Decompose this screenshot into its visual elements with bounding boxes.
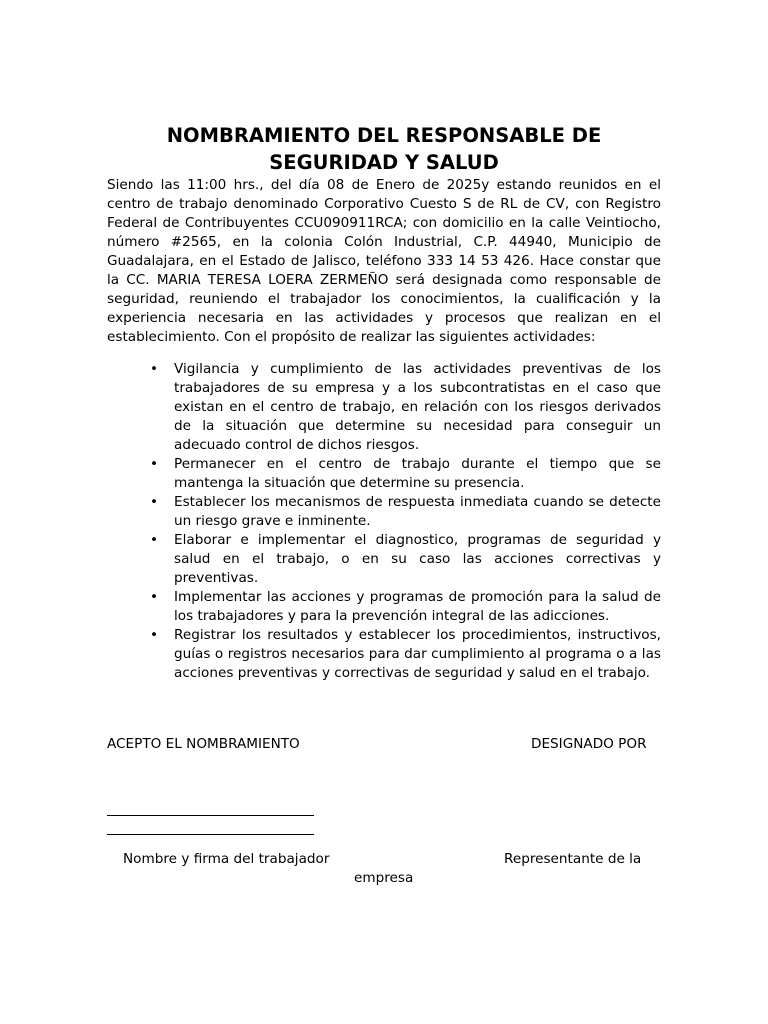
worker-signature-caption: Nombre y firma del trabajador: [123, 851, 330, 867]
bullet-icon: •: [150, 361, 159, 377]
list-item: [107, 626, 661, 683]
document-title: NOMBRAMIENTO DEL RESPONSABLE DE SEGURIDAD Y SALUD: [166, 124, 602, 174]
activity-text: Elaborar e implementar el diagnostico, programas de seguridad y salud en el trabajo, o en su caso las acciones correctivas y preventivas.: [174, 532, 661, 586]
activity-text: Implementar las acciones y programas de promoción para la salud de los trabajadores y para la prevención integral de las adicciones.: [174, 589, 661, 624]
list-item: [107, 360, 661, 455]
bullet-icon: •: [150, 589, 159, 605]
bullet-icon: •: [150, 627, 159, 643]
signature-line-upper: [107, 815, 314, 816]
intro-paragraph: Siendo las 11:00 hrs., del día 08 de Enero de 2025y estando reunidos en el centro de trabajo denominado Corporativo Cuesto S de RL de CV, con Registro Federal de Contribuyentes CCU090911RCA; con domicilio en la calle Veintiocho, número #2565, en la colonia Colón Industrial, C.P. 44940, Municipio de Guadalajara, en el Estado de Jalisco, teléfono 333 14 53 426. Hace constar que la CC. MARIA TERESA LOERA ZERMEÑO será designada como responsable de seguridad, reuniendo el trabajador los conocimientos, la cualificación y la experiencia necesaria en las actividades y procesos que realizan en el establecimiento. Con el propósito de realizar las siguientes actividades:: [107, 177, 661, 345]
list-item: [107, 493, 661, 531]
signature-line-lower: [107, 834, 314, 835]
company-caption-continued: empresa: [354, 870, 414, 886]
accept-label: ACEPTO EL NOMBRAMIENTO: [107, 736, 300, 752]
activity-text: Vigilancia y cumplimiento de las actividades preventivas de los trabajadores de su empresa y a los subcontratistas en el caso que existan en el centro de trabajo, en relación con los riesgos derivados de la situación que determine su necesidad para conseguir un adecuado control de dichos riesgos.: [174, 361, 661, 453]
activities-list: [107, 360, 661, 683]
designated-label: DESIGNADO POR: [531, 736, 647, 752]
bullet-icon: •: [150, 456, 159, 472]
activity-text: Establecer los mecanismos de respuesta inmediata cuando se detecte un riesgo grave e inminente.: [174, 494, 661, 529]
list-item: [107, 588, 661, 626]
bullet-icon: •: [150, 494, 159, 510]
activity-text: Registrar los resultados y establecer los procedimientos, instructivos, guías o registros necesarios para dar cumplimiento al programa o a las acciones preventivas y correctivas de seguridad y salud en el trabajo.: [174, 627, 661, 681]
list-item: [107, 455, 661, 493]
list-item: [107, 531, 661, 588]
company-representative-caption: Representante de la: [504, 851, 642, 867]
bullet-icon: •: [150, 532, 159, 548]
activity-text: Permanecer en el centro de trabajo durante el tiempo que se mantenga la situación que determine su presencia.: [174, 456, 661, 491]
